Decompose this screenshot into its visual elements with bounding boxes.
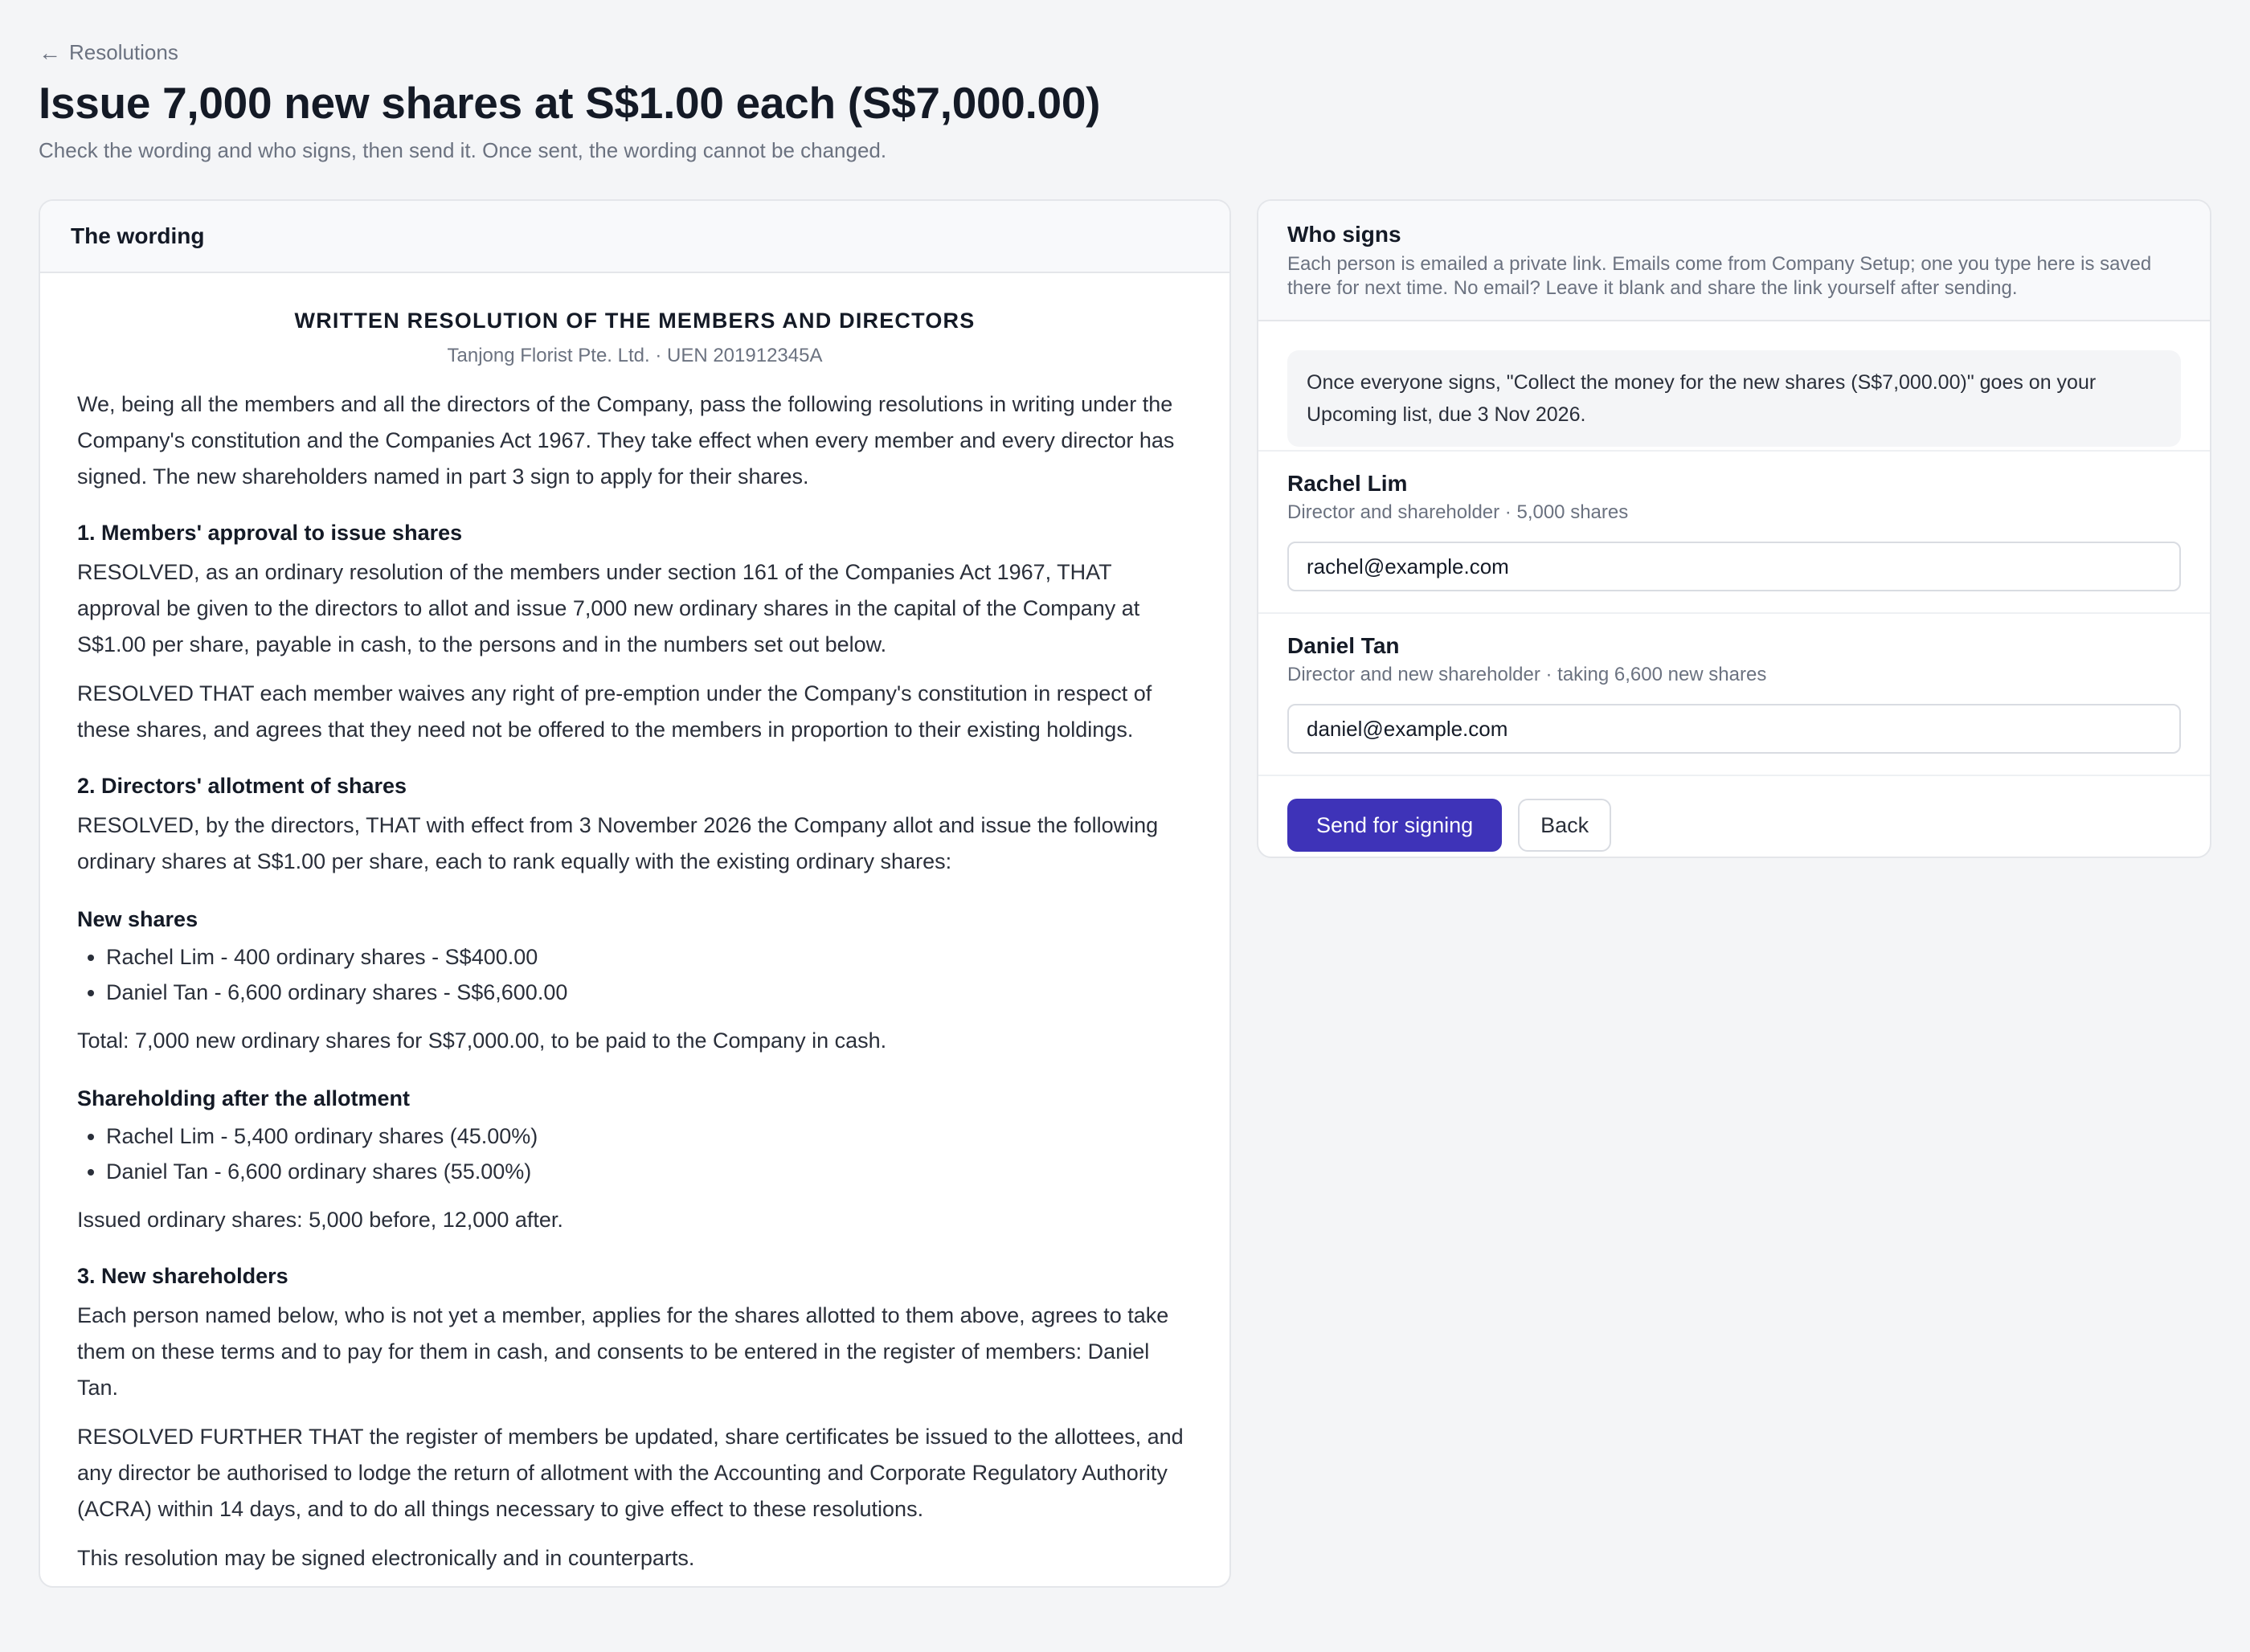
list-item: • Daniel Tan - 6,600 ordinary shares - S$6,600.00 bbox=[106, 975, 1192, 1010]
new-shares-heading: New shares bbox=[77, 907, 198, 931]
section-3-heading: 3. New shareholders bbox=[77, 1264, 288, 1288]
total-line: Total: 7,000 new ordinary shares for S$7,000.00, to be paid to the Company in cash. bbox=[77, 1028, 887, 1053]
issued-shares-line: Issued ordinary shares: 5,000 before, 12,000 after. bbox=[77, 1208, 563, 1232]
upcoming-notice: Once everyone signs, "Collect the money for the new shares (S$7,000.00)" goes on your Upcoming list, due 3 Nov 2026. bbox=[1287, 350, 2181, 447]
list-item: • Daniel Tan - 6,600 ordinary shares (55.00%) bbox=[106, 1154, 1192, 1189]
resolution-document bbox=[40, 273, 1229, 1576]
wording-card-title: The wording bbox=[71, 223, 205, 248]
signer-role: Director and new shareholder · taking 6,600 new shares bbox=[1287, 664, 1767, 685]
signer-role: Director and shareholder · 5,000 shares bbox=[1287, 501, 1629, 523]
back-link-label: Resolutions bbox=[69, 40, 178, 64]
section-3-paragraph-1: Each person named below, who is not yet a member, applies for the shares allotted to them above, agrees to take them on these terms and to pay for them in cash, and consents to be entered in the register of members: Daniel Tan. bbox=[77, 1303, 1169, 1400]
shareholding-after-heading: Shareholding after the allotment bbox=[77, 1086, 411, 1110]
send-for-signing-button[interactable]: Send for signing bbox=[1287, 799, 1502, 852]
arrow-left-icon: ← bbox=[39, 39, 61, 65]
back-button[interactable]: Back bbox=[1518, 799, 1611, 852]
signer-name: Rachel Lim bbox=[1287, 471, 1408, 496]
company-line: Tanjong Florist Pte. Ltd. · UEN 201912345A bbox=[447, 345, 823, 366]
section-1-heading: 1. Members' approval to issue shares bbox=[77, 521, 463, 545]
section-2-heading: 2. Directors' allotment of shares bbox=[77, 774, 407, 798]
new-shares-list bbox=[77, 939, 1192, 1010]
shareholding-after-list bbox=[77, 1118, 1192, 1189]
page-subtitle: Check the wording and who signs, then send it. Once sent, the wording cannot be changed. bbox=[39, 138, 887, 162]
signer-daniel-tan bbox=[1258, 612, 2210, 775]
section-1-paragraph-1: RESOLVED, as an ordinary resolution of the members under section 161 of the Companies Act 1967, THAT approval be given to the directors to allot and issue 7,000 new ordinary shares in the capital of the Company at S$1.00 per share, payable in cash, to the persons and in the numbers set out below. bbox=[77, 560, 1140, 656]
section-1-paragraph-2: RESOLVED THAT each member waives any right of pre-emption under the Company's constitution in respect of these shares, and agrees that they need not be offered to the members in proportion to their existing holdings. bbox=[77, 681, 1152, 742]
document-title: WRITTEN RESOLUTION OF THE MEMBERS AND DIRECTORS bbox=[294, 309, 976, 333]
signer-rachel-lim bbox=[1258, 450, 2210, 612]
intro-paragraph: We, being all the members and all the directors of the Company, pass the following resolutions in writing under the Company's constitution and the Companies Act 1967. They take effect when every member and every director has signed. The new shareholders named in part 3 sign to apply for their shares. bbox=[77, 392, 1175, 489]
daniel-email-input[interactable] bbox=[1287, 704, 2181, 754]
who-signs-card-header bbox=[1258, 201, 2210, 321]
signer-name: Daniel Tan bbox=[1287, 633, 1400, 658]
section-3-paragraph-2: RESOLVED FURTHER THAT the register of members be updated, share certificates be issued to the allottees, and any director be authorised to lodge the return of allotment with the Accounting and Corporate Regulatory Authority (ACRA) within 14 days, and to do all things necessary to give effect to these resolutions. bbox=[77, 1425, 1184, 1521]
rachel-email-input[interactable] bbox=[1287, 542, 2181, 591]
closing-paragraph: This resolution may be signed electronically and in counterparts. bbox=[77, 1546, 695, 1570]
who-signs-card bbox=[1257, 199, 2211, 858]
page-title: Issue 7,000 new shares at S$1.00 each (S$7,000.00) bbox=[39, 78, 1101, 128]
list-item: • Rachel Lim - 400 ordinary shares - S$400.00 bbox=[106, 939, 1192, 975]
list-item: • Rachel Lim - 5,400 ordinary shares (45.00%) bbox=[106, 1118, 1192, 1154]
who-signs-card-title: Who signs bbox=[1287, 222, 1401, 247]
notice-wrapper bbox=[1258, 321, 2210, 450]
who-signs-description: Each person is emailed a private link. Emails come from Company Setup; one you type here is saved there for next time. No email? Leave it blank and share the link yourself after sending. bbox=[1287, 253, 2152, 299]
signing-actions bbox=[1258, 775, 2210, 858]
wording-card-header bbox=[40, 201, 1229, 273]
wording-card bbox=[39, 199, 1231, 1588]
back-to-resolutions-link[interactable] bbox=[39, 40, 178, 65]
section-2-paragraph-1: RESOLVED, by the directors, THAT with effect from 3 November 2026 the Company allot and issue the following ordinary shares at S$1.00 per share, each to rank equally with the existing ordinary shares: bbox=[77, 813, 1159, 873]
